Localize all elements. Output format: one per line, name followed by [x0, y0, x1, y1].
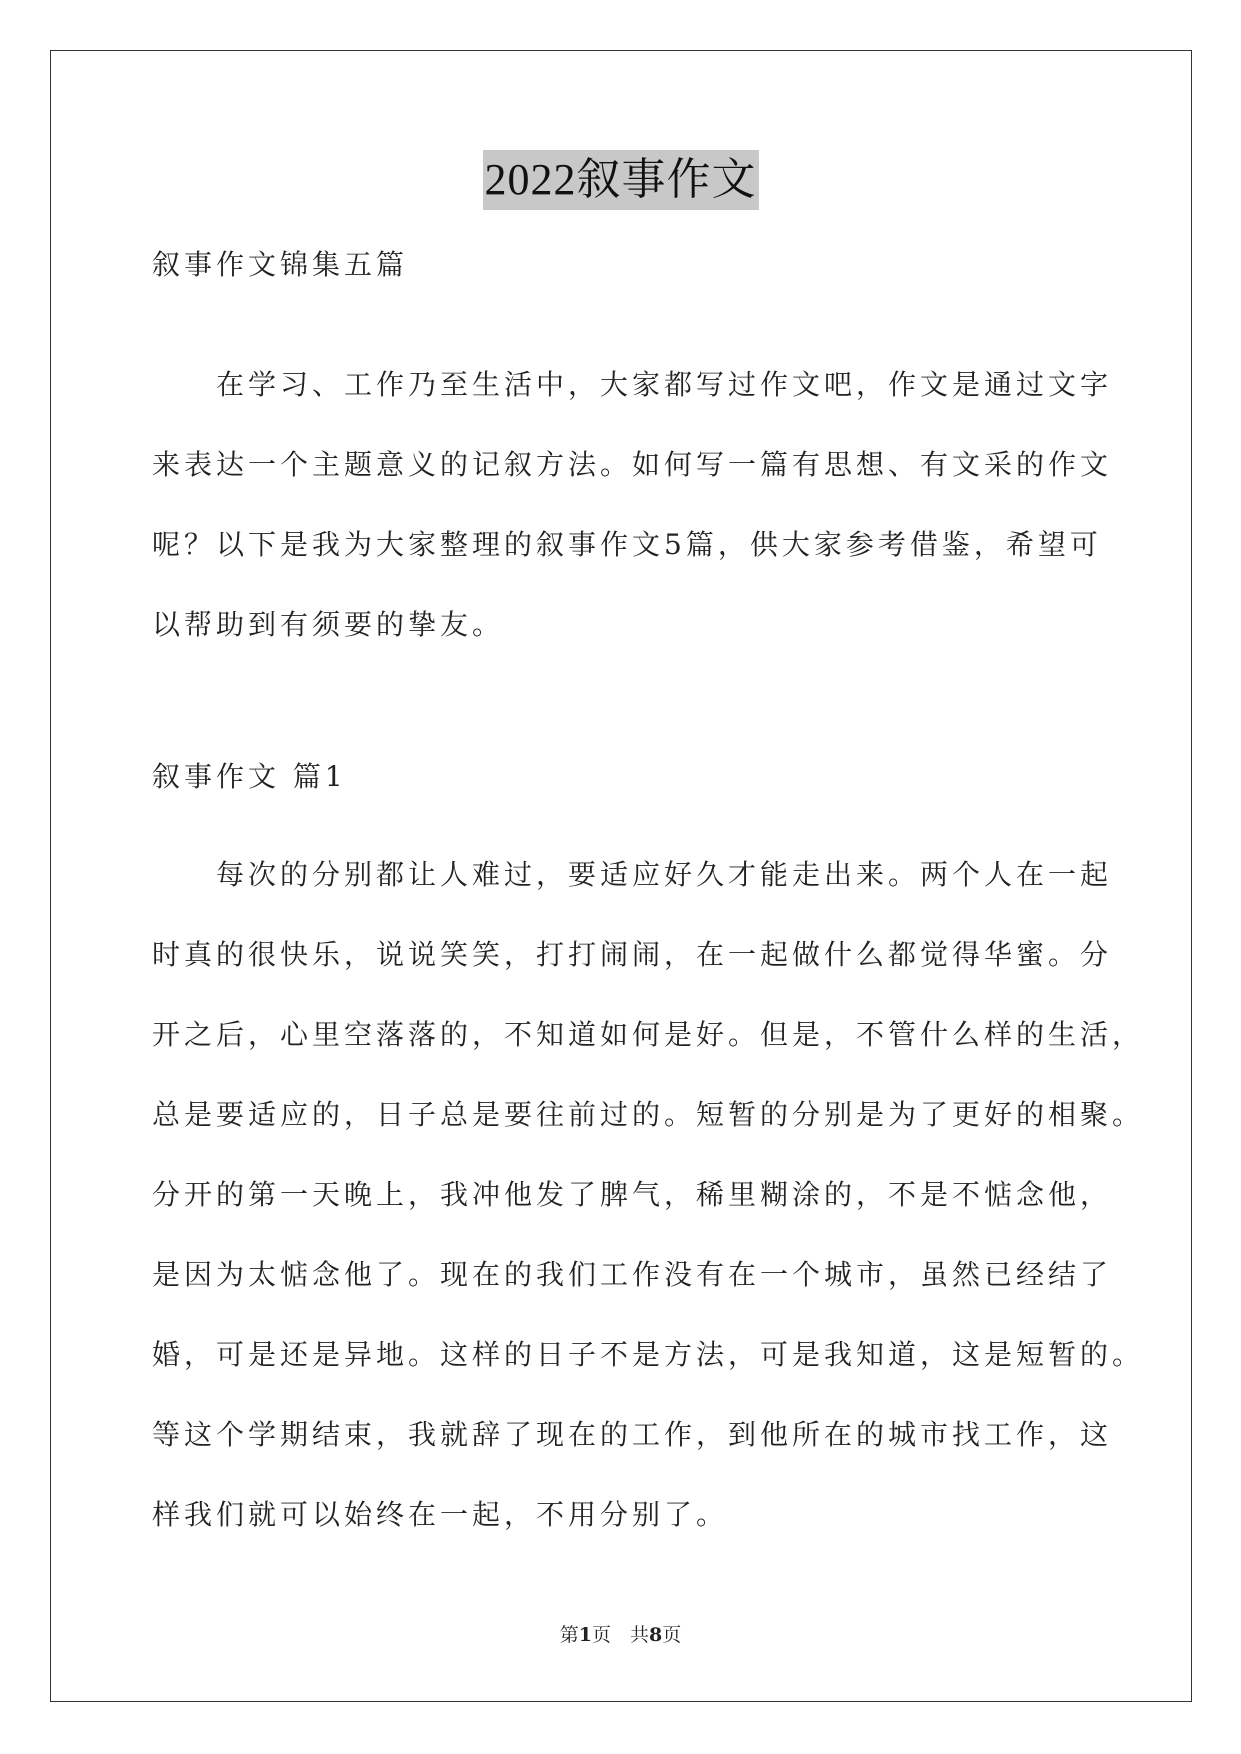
total-page-count: 8 [649, 1624, 663, 1646]
paragraph-line: 分开的第一天晚上，我冲他发了脾气，稀里糊涂的，不是不惦念他， [152, 1178, 1113, 1211]
page-footer [0, 1620, 1241, 1647]
paragraph-line: 时真的很快乐，说说笑笑，打打闹闹，在一起做什么都觉得华蜜。分 [152, 938, 1113, 971]
paragraph-line: 是因为太惦念他了。现在的我们工作没有在一个城市，虽然已经结了 [152, 1258, 1113, 1291]
paragraph-line: 样我们就可以始终在一起，不用分别了。 [152, 1498, 729, 1531]
document-title [0, 150, 1241, 210]
page-label-mid: 页 共 [591, 1624, 649, 1646]
paragraph-line: 婚，可是还是异地。这样的日子不是方法，可是我知道，这是短暂的。 [152, 1338, 1145, 1371]
current-page-number: 1 [578, 1624, 592, 1646]
paragraph-line: 呢？以下是我为大家整理的叙事作文5篇，供大家参考借鉴，希望可 [152, 528, 1102, 561]
paragraph-line: 来表达一个主题意义的记叙方法。如何写一篇有思想、有文采的作文 [152, 448, 1113, 481]
intro-paragraph [152, 345, 1113, 665]
section-paragraph [152, 835, 1145, 1555]
paragraph-line: 开之后，心里空落落的，不知道如何是好。但是，不管什么样的生活， [152, 1018, 1145, 1051]
page-label-prefix: 第 [559, 1624, 579, 1646]
document-subtitle: 叙事作文锦集五篇 [152, 248, 409, 281]
paragraph-line: 每次的分别都让人难过，要适应好久才能走出来。两个人在一起 [152, 858, 1113, 891]
page-label-suffix: 页 [662, 1624, 682, 1646]
paragraph-line: 以帮助到有须要的挚友。 [152, 608, 505, 641]
paragraph-line: 等这个学期结束，我就辞了现在的工作，到他所在的城市找工作，这 [152, 1418, 1113, 1451]
section-heading: 叙事作文 篇1 [152, 760, 347, 793]
paragraph-line: 在学习、工作乃至生活中，大家都写过作文吧，作文是通过文字 [152, 368, 1113, 401]
document-title-text: 2022叙事作文 [483, 150, 759, 210]
paragraph-line: 总是要适应的，日子总是要往前过的。短暂的分别是为了更好的相聚。 [152, 1098, 1145, 1131]
